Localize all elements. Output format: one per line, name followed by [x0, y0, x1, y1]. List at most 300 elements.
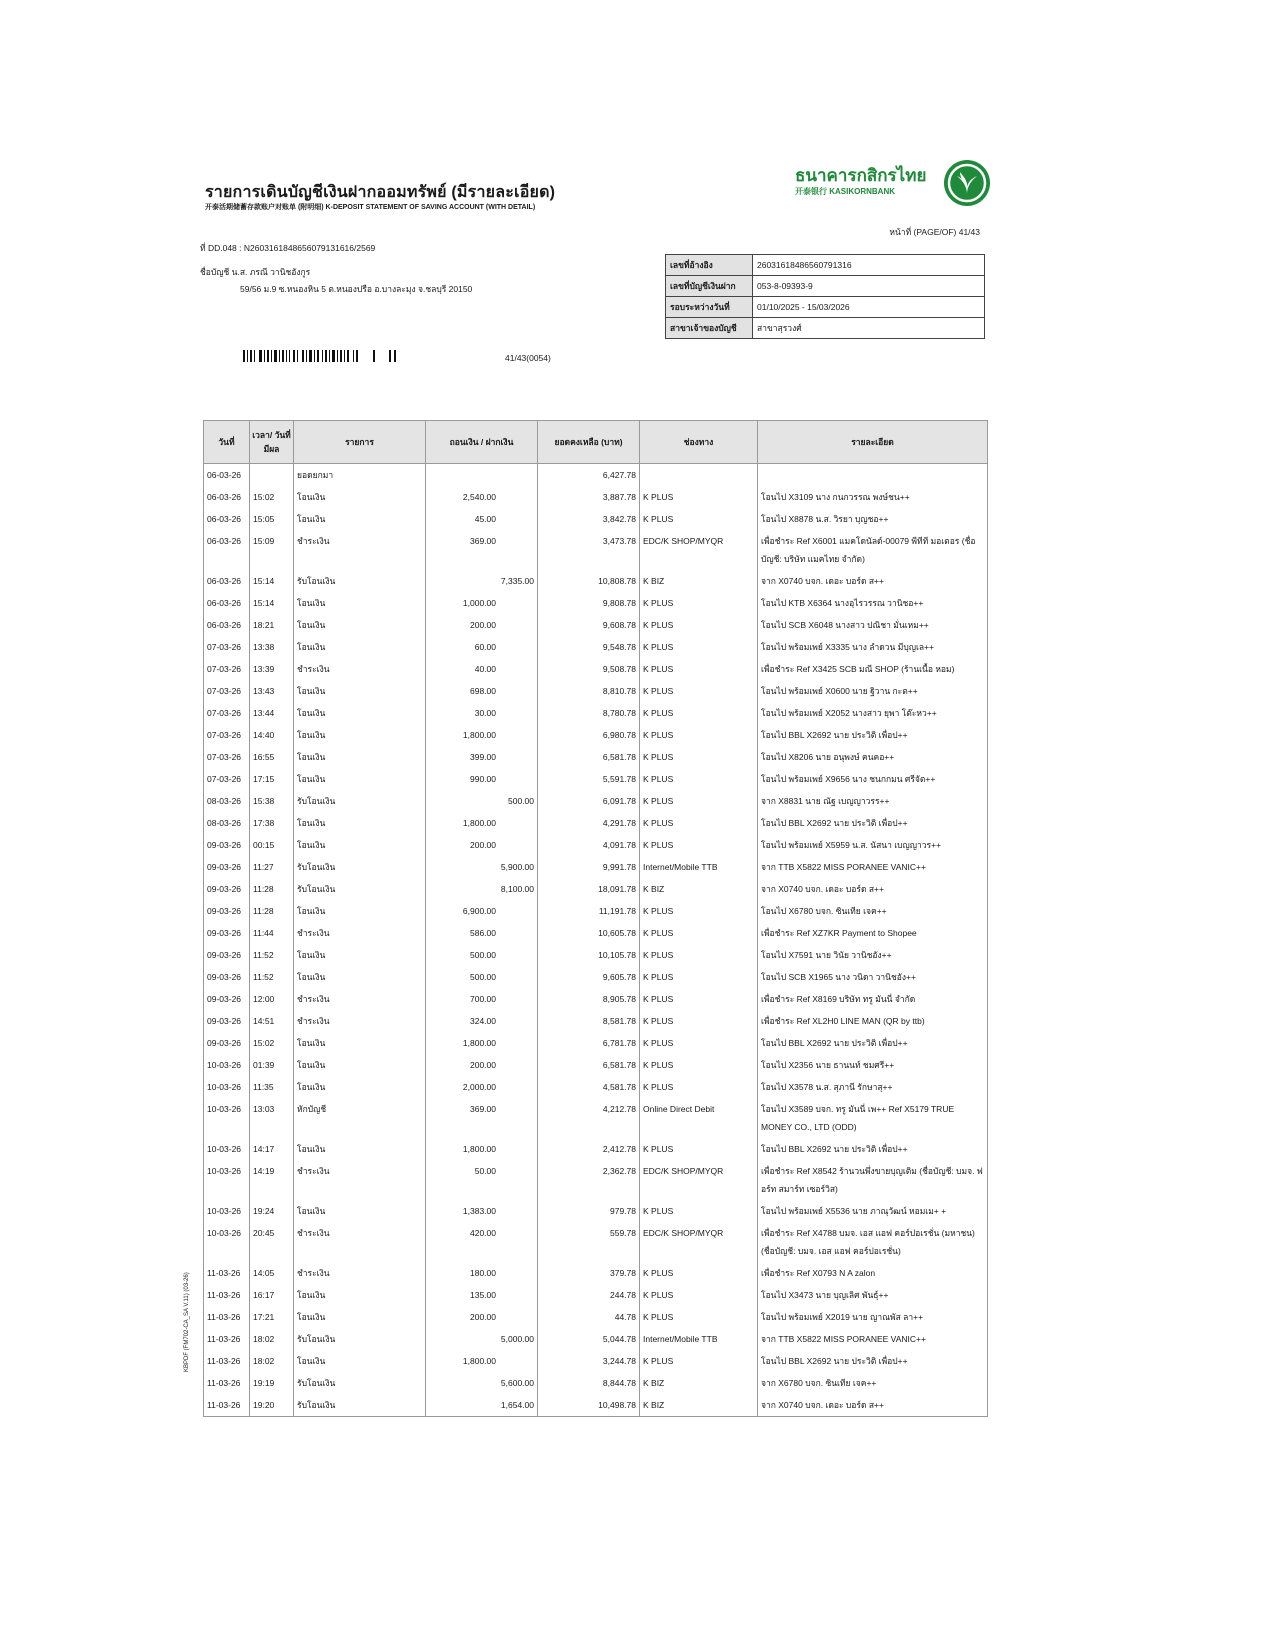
rice-leaf-icon	[944, 160, 990, 206]
cell-time: 01:39	[250, 1054, 294, 1076]
cell-time: 13:43	[250, 680, 294, 702]
cell-detail: จาก TTB X5822 MISS PORANEE VANIC++	[758, 856, 988, 878]
cell-time: 11:27	[250, 856, 294, 878]
cell-amount	[426, 464, 538, 487]
table-row	[204, 878, 988, 900]
cell-detail: โอนไป BBL X2692 นาย ประวิติ เพื่อป++	[758, 1032, 988, 1054]
header-channel: ช่องทาง	[640, 421, 758, 464]
cell-channel: K PLUS	[640, 790, 758, 812]
cell-detail: โอนไป พร้อมเพย์ X2052 นางสาว ยุพา โต๊ะหว++	[758, 702, 988, 724]
cell-item: โอนเงิน	[294, 680, 426, 702]
cell-channel: Internet/Mobile TTB	[640, 1328, 758, 1350]
table-row	[204, 1284, 988, 1306]
table-row	[204, 592, 988, 614]
table-row	[204, 834, 988, 856]
cell-amount	[426, 508, 538, 530]
table-row	[204, 1350, 988, 1372]
cell-detail: โอนไป X3109 นาง กนกวรรณ พงษ์ชน++	[758, 486, 988, 508]
cell-detail	[758, 464, 988, 487]
cell-balance: 5,044.78	[538, 1328, 640, 1350]
cell-balance: 379.78	[538, 1262, 640, 1284]
cell-withdraw: 698.00	[470, 686, 496, 696]
cell-detail: จาก X0740 บจก. เดอะ บอร์ด ส++	[758, 570, 988, 592]
cell-detail: โอนไป X3589 บจก. ทรู มันนี่ เพ++ Ref X5179 TRUE MONEY CO., LTD (ODD)	[758, 1098, 988, 1138]
cell-item: ชำระเงิน	[294, 1010, 426, 1032]
cell-date: 10-03-26	[204, 1200, 250, 1222]
table-row	[204, 486, 988, 508]
cell-balance: 44.78	[538, 1306, 640, 1328]
cell-balance: 3,244.78	[538, 1350, 640, 1372]
cell-amount	[426, 900, 538, 922]
cell-date: 09-03-26	[204, 1032, 250, 1054]
cell-balance: 9,508.78	[538, 658, 640, 680]
cell-amount	[426, 856, 538, 878]
cell-withdraw: 2,000.00	[462, 1082, 496, 1092]
cell-detail: โอนไป X3578 น.ส. สุภานี รักษาสุ++	[758, 1076, 988, 1098]
kasikorn-logo	[795, 160, 990, 208]
cell-amount	[426, 702, 538, 724]
cell-withdraw: 399.00	[470, 752, 496, 762]
cell-amount	[426, 790, 538, 812]
cell-withdraw: 500.00	[470, 950, 496, 960]
cell-item: โอนเงิน	[294, 508, 426, 530]
cell-withdraw: 324.00	[470, 1016, 496, 1026]
cell-balance: 559.78	[538, 1222, 640, 1262]
cell-detail: โอนไป BBL X2692 นาย ประวิติ เพื่อป++	[758, 812, 988, 834]
cell-time: 15:02	[250, 486, 294, 508]
table-row	[204, 658, 988, 680]
cell-channel: EDC/K SHOP/MYQR	[640, 1160, 758, 1200]
cell-detail: เพื่อชำระ Ref X8542 ร้านวนพึ่งขายบุญเติม (ชื่อบัญชี: บมจ. ฟอร์ท สมาร์ท เซอร์วิส)	[758, 1160, 988, 1200]
cell-date: 10-03-26	[204, 1076, 250, 1098]
cell-channel: K PLUS	[640, 834, 758, 856]
cell-time: 13:44	[250, 702, 294, 724]
cell-amount	[426, 592, 538, 614]
cell-withdraw: 60.00	[474, 642, 496, 652]
cell-item: ชำระเงิน	[294, 1160, 426, 1200]
cell-balance: 10,605.78	[538, 922, 640, 944]
cell-balance: 3,842.78	[538, 508, 640, 530]
cell-detail: โอนไป X6780 บจก. ซินเทีย เจค++	[758, 900, 988, 922]
cell-amount	[426, 922, 538, 944]
cell-balance: 11,191.78	[538, 900, 640, 922]
cell-balance: 8,780.78	[538, 702, 640, 724]
cell-withdraw: 45.00	[474, 514, 496, 524]
cell-amount	[426, 834, 538, 856]
cell-balance: 9,548.78	[538, 636, 640, 658]
cell-item: รับโอนเงิน	[294, 1372, 426, 1394]
cell-time: 18:02	[250, 1328, 294, 1350]
cell-amount	[426, 1284, 538, 1306]
cell-item: โอนเงิน	[294, 1284, 426, 1306]
cell-amount	[426, 614, 538, 636]
info-row	[666, 318, 985, 339]
cell-channel: K BIZ	[640, 1372, 758, 1394]
cell-time: 15:09	[250, 530, 294, 570]
cell-date: 06-03-26	[204, 570, 250, 592]
cell-balance: 6,427.78	[538, 464, 640, 487]
cell-amount	[426, 1350, 538, 1372]
cell-detail: จาก TTB X5822 MISS PORANEE VANIC++	[758, 1328, 988, 1350]
cell-balance: 6,581.78	[538, 746, 640, 768]
cell-balance: 4,091.78	[538, 834, 640, 856]
cell-channel: K PLUS	[640, 988, 758, 1010]
cell-date: 11-03-26	[204, 1350, 250, 1372]
cell-time: 16:55	[250, 746, 294, 768]
cell-detail: โอนไป BBL X2692 นาย ประวิติ เพื่อป++	[758, 1350, 988, 1372]
cell-channel: K PLUS	[640, 768, 758, 790]
cell-item: โอนเงิน	[294, 812, 426, 834]
cell-time: 11:28	[250, 878, 294, 900]
cell-item: โอนเงิน	[294, 1200, 426, 1222]
cell-date: 06-03-26	[204, 592, 250, 614]
cell-date: 11-03-26	[204, 1328, 250, 1350]
cell-detail: เพื่อชำระ Ref X6001 แมคโดนัลด์-00079 พีทีที มอเตอร (ชื่อบัญชี: บริษัท แมคไทย จำกัด)	[758, 530, 988, 570]
cell-detail: เพื่อชำระ Ref X4788 บมจ. เอส แอฟ คอร์ปอเรชั่น (มหาชน) (ชื่อบัญชี: บมจ. เอส แอฟ คอร์ปอเรชั่น)	[758, 1222, 988, 1262]
reference-number: ที่ DD.048 : N2603161848656079131616/2569	[200, 243, 376, 253]
cell-deposit: 5,600.00	[500, 1378, 534, 1388]
cell-amount	[426, 1200, 538, 1222]
cell-time: 11:35	[250, 1076, 294, 1098]
cell-withdraw: 1,800.00	[462, 730, 496, 740]
cell-date: 10-03-26	[204, 1098, 250, 1138]
cell-item: ยอดยกมา	[294, 464, 426, 487]
table-row	[204, 1138, 988, 1160]
cell-time: 13:03	[250, 1098, 294, 1138]
cell-amount	[426, 1328, 538, 1350]
cell-item: โอนเงิน	[294, 486, 426, 508]
table-row	[204, 1262, 988, 1284]
cell-channel: K PLUS	[640, 1306, 758, 1328]
header-time: เวลา/ วันที่มีผล	[250, 421, 294, 464]
cell-item: ชำระเงิน	[294, 1222, 426, 1262]
cell-amount	[426, 486, 538, 508]
account-address: 59/56 ม.9 ซ.หนองหิน 5 ต.หนองปรือ อ.บางละมุง จ.ชลบุรี 20150	[240, 284, 473, 294]
cell-amount	[426, 1372, 538, 1394]
cell-balance: 979.78	[538, 1200, 640, 1222]
cell-channel: K PLUS	[640, 680, 758, 702]
header-amount: ถอนเงิน / ฝากเงิน	[426, 421, 538, 464]
cell-withdraw: 6,900.00	[462, 906, 496, 916]
cell-item: รับโอนเงิน	[294, 1394, 426, 1417]
cell-amount	[426, 1306, 538, 1328]
cell-time: 17:38	[250, 812, 294, 834]
cell-time: 20:45	[250, 1222, 294, 1262]
cell-withdraw: 1,000.00	[462, 598, 496, 608]
cell-detail: โอนไป พร้อมเพย์ X5536 นาย ภาณุวัฒน์ หอมเม+ +	[758, 1200, 988, 1222]
cell-withdraw: 135.00	[470, 1290, 496, 1300]
cell-channel: K PLUS	[640, 702, 758, 724]
cell-withdraw: 1,800.00	[462, 1038, 496, 1048]
cell-withdraw: 1,800.00	[462, 1144, 496, 1154]
cell-channel: K PLUS	[640, 1054, 758, 1076]
cell-date: 07-03-26	[204, 658, 250, 680]
cell-item: โอนเงิน	[294, 900, 426, 922]
cell-item: โอนเงิน	[294, 724, 426, 746]
info-value: 053-8-09393-9	[753, 276, 985, 297]
cell-channel: K BIZ	[640, 878, 758, 900]
table-row	[204, 856, 988, 878]
cell-date: 08-03-26	[204, 812, 250, 834]
cell-date: 11-03-26	[204, 1284, 250, 1306]
table-row	[204, 570, 988, 592]
cell-item: ชำระเงิน	[294, 988, 426, 1010]
cell-amount	[426, 944, 538, 966]
cell-deposit: 1,654.00	[500, 1400, 534, 1410]
cell-item: ชำระเงิน	[294, 1262, 426, 1284]
cell-amount	[426, 1076, 538, 1098]
cell-item: รับโอนเงิน	[294, 790, 426, 812]
cell-date: 07-03-26	[204, 636, 250, 658]
cell-withdraw: 369.00	[470, 536, 496, 546]
info-row	[666, 297, 985, 318]
cell-amount	[426, 812, 538, 834]
cell-channel: K PLUS	[640, 1200, 758, 1222]
cell-date: 06-03-26	[204, 508, 250, 530]
sequence-number: 41/43(0054)	[505, 353, 551, 363]
cell-item: โอนเงิน	[294, 592, 426, 614]
info-value: 26031618486560791316	[753, 255, 985, 276]
cell-time: 14:19	[250, 1160, 294, 1200]
cell-date: 11-03-26	[204, 1394, 250, 1417]
cell-item: โอนเงิน	[294, 1306, 426, 1328]
cell-time: 00:15	[250, 834, 294, 856]
cell-balance: 5,591.78	[538, 768, 640, 790]
cell-date: 06-03-26	[204, 614, 250, 636]
info-row	[666, 255, 985, 276]
table-row	[204, 768, 988, 790]
cell-withdraw: 40.00	[474, 664, 496, 674]
cell-balance: 9,808.78	[538, 592, 640, 614]
cell-date: 07-03-26	[204, 680, 250, 702]
cell-date: 09-03-26	[204, 966, 250, 988]
cell-channel: K PLUS	[640, 1350, 758, 1372]
table-row	[204, 900, 988, 922]
table-row	[204, 1010, 988, 1032]
table-row	[204, 1076, 988, 1098]
cell-time: 16:17	[250, 1284, 294, 1306]
cell-item: โอนเงิน	[294, 614, 426, 636]
cell-channel: K PLUS	[640, 944, 758, 966]
cell-time: 14:51	[250, 1010, 294, 1032]
cell-amount	[426, 1054, 538, 1076]
cell-date: 09-03-26	[204, 878, 250, 900]
table-row	[204, 1098, 988, 1138]
cell-date: 09-03-26	[204, 1010, 250, 1032]
cell-item: ชำระเงิน	[294, 658, 426, 680]
barcode	[243, 350, 401, 362]
cell-item: ชำระเงิน	[294, 530, 426, 570]
table-row	[204, 680, 988, 702]
cell-item: โอนเงิน	[294, 1076, 426, 1098]
cell-detail: โอนไป BBL X2692 นาย ประวิติ เพื่อป++	[758, 724, 988, 746]
cell-item: โอนเงิน	[294, 636, 426, 658]
cell-detail: โอนไป พร้อมเพย์ X0600 นาย ฐิวาน กะต++	[758, 680, 988, 702]
cell-amount	[426, 1138, 538, 1160]
cell-date: 09-03-26	[204, 944, 250, 966]
cell-item: โอนเงิน	[294, 966, 426, 988]
cell-detail: จาก X0740 บจก. เดอะ บอร์ด ส++	[758, 878, 988, 900]
cell-item: รับโอนเงิน	[294, 570, 426, 592]
cell-date: 11-03-26	[204, 1306, 250, 1328]
cell-channel: K PLUS	[640, 922, 758, 944]
cell-balance: 3,887.78	[538, 486, 640, 508]
cell-channel: K PLUS	[640, 1284, 758, 1306]
info-row	[666, 276, 985, 297]
table-row	[204, 922, 988, 944]
table-row	[204, 1200, 988, 1222]
cell-channel: K PLUS	[640, 966, 758, 988]
info-label: รอบระหว่างวันที่	[666, 297, 753, 318]
cell-time: 14:17	[250, 1138, 294, 1160]
info-label: เลขที่บัญชีเงินฝาก	[666, 276, 753, 297]
table-row	[204, 1306, 988, 1328]
cell-date: 07-03-26	[204, 724, 250, 746]
cell-detail: เพื่อชำระ Ref XL2H0 LINE MAN (QR by ttb)	[758, 1010, 988, 1032]
cell-time: 13:38	[250, 636, 294, 658]
cell-withdraw: 30.00	[474, 708, 496, 718]
statement-title: รายการเดินบัญชีเงินฝากออมทรัพย์ (มีรายละเอียด)	[205, 184, 556, 201]
cell-withdraw: 586.00	[470, 928, 496, 938]
cell-channel: EDC/K SHOP/MYQR	[640, 530, 758, 570]
cell-item: โอนเงิน	[294, 1054, 426, 1076]
cell-date: 10-03-26	[204, 1222, 250, 1262]
cell-date: 06-03-26	[204, 530, 250, 570]
cell-time: 17:15	[250, 768, 294, 790]
cell-time: 19:20	[250, 1394, 294, 1417]
cell-channel: K PLUS	[640, 812, 758, 834]
cell-date: 11-03-26	[204, 1372, 250, 1394]
cell-detail: จาก X0740 บจก. เดอะ บอร์ด ส++	[758, 1394, 988, 1417]
cell-date: 11-03-26	[204, 1262, 250, 1284]
cell-detail: โอนไป SCB X6048 นางสาว ปณิชา มั่นเหม++	[758, 614, 988, 636]
cell-time: 18:02	[250, 1350, 294, 1372]
cell-time: 19:24	[250, 1200, 294, 1222]
cell-amount	[426, 1160, 538, 1200]
cell-detail: โอนไป พร้อมเพย์ X9656 นาง ชนกกมน ศรีจัต++	[758, 768, 988, 790]
cell-channel: K PLUS	[640, 1032, 758, 1054]
cell-balance: 3,473.78	[538, 530, 640, 570]
cell-balance: 8,810.78	[538, 680, 640, 702]
info-label: สาขาเจ้าของบัญชี	[666, 318, 753, 339]
cell-withdraw: 500.00	[470, 972, 496, 982]
cell-channel: K PLUS	[640, 724, 758, 746]
cell-deposit: 5,900.00	[500, 862, 534, 872]
cell-date: 07-03-26	[204, 746, 250, 768]
header-detail: รายละเอียด	[758, 421, 988, 464]
cell-balance: 9,605.78	[538, 966, 640, 988]
cell-withdraw: 1,800.00	[462, 1356, 496, 1366]
cell-item: โอนเงิน	[294, 1138, 426, 1160]
table-row	[204, 944, 988, 966]
table-row	[204, 508, 988, 530]
cell-amount	[426, 570, 538, 592]
cell-date: 09-03-26	[204, 834, 250, 856]
cell-channel: K PLUS	[640, 614, 758, 636]
cell-time: 11:44	[250, 922, 294, 944]
cell-withdraw: 700.00	[470, 994, 496, 1004]
cell-detail: โอนไป X2356 นาย ธานนท์ ชมศรี++	[758, 1054, 988, 1076]
cell-detail: โอนไป X8878 น.ส. วิรยา บุญชอ++	[758, 508, 988, 530]
cell-item: รับโอนเงิน	[294, 878, 426, 900]
info-value: 01/10/2025 - 15/03/2026	[753, 297, 985, 318]
cell-time: 15:38	[250, 790, 294, 812]
cell-item: โอนเงิน	[294, 834, 426, 856]
cell-time: 13:39	[250, 658, 294, 680]
cell-time: 18:21	[250, 614, 294, 636]
cell-withdraw: 180.00	[470, 1268, 496, 1278]
cell-balance: 6,980.78	[538, 724, 640, 746]
cell-balance: 244.78	[538, 1284, 640, 1306]
table-row	[204, 1328, 988, 1350]
cell-date: 07-03-26	[204, 702, 250, 724]
cell-amount	[426, 988, 538, 1010]
cell-time: 15:05	[250, 508, 294, 530]
cell-item: โอนเงิน	[294, 1350, 426, 1372]
cell-withdraw: 200.00	[470, 840, 496, 850]
cell-balance: 6,581.78	[538, 1054, 640, 1076]
cell-withdraw: 420.00	[470, 1228, 496, 1238]
cell-date: 07-03-26	[204, 768, 250, 790]
table-row	[204, 464, 988, 487]
cell-item: โอนเงิน	[294, 944, 426, 966]
cell-channel: K PLUS	[640, 900, 758, 922]
cell-channel: Internet/Mobile TTB	[640, 856, 758, 878]
cell-detail: โอนไป BBL X2692 นาย ประวิติ เพื่อป++	[758, 1138, 988, 1160]
cell-item: โอนเงิน	[294, 768, 426, 790]
header-item: รายการ	[294, 421, 426, 464]
account-info-table	[665, 254, 985, 339]
cell-item: ชำระเงิน	[294, 922, 426, 944]
cell-deposit: 5,000.00	[500, 1334, 534, 1344]
cell-detail: โอนไป พร้อมเพย์ X5959 น.ส. นัสนา เบญญาวร++	[758, 834, 988, 856]
table-row	[204, 614, 988, 636]
cell-detail: จาก X8831 นาย ณัฐ เบญญาวรร++	[758, 790, 988, 812]
cell-balance: 8,581.78	[538, 1010, 640, 1032]
cell-time: 11:28	[250, 900, 294, 922]
cell-withdraw: 2,540.00	[462, 492, 496, 502]
cell-balance: 8,905.78	[538, 988, 640, 1010]
cell-item: โอนเงิน	[294, 702, 426, 724]
cell-detail: เพื่อชำระ Ref X0793 N A zalon	[758, 1262, 988, 1284]
cell-channel: K PLUS	[640, 1076, 758, 1098]
cell-item: โอนเงิน	[294, 746, 426, 768]
cell-deposit: 7,335.00	[500, 576, 534, 586]
table-row	[204, 1054, 988, 1076]
cell-balance: 9,991.78	[538, 856, 640, 878]
cell-balance: 2,412.78	[538, 1138, 640, 1160]
cell-item: รับโอนเงิน	[294, 1328, 426, 1350]
cell-balance: 4,212.78	[538, 1098, 640, 1138]
cell-withdraw: 1,800.00	[462, 818, 496, 828]
cell-channel: K PLUS	[640, 636, 758, 658]
cell-channel: K PLUS	[640, 658, 758, 680]
table-row	[204, 530, 988, 570]
cell-withdraw: 200.00	[470, 1060, 496, 1070]
cell-amount	[426, 768, 538, 790]
cell-amount	[426, 636, 538, 658]
cell-withdraw: 1,383.00	[462, 1206, 496, 1216]
cell-withdraw: 369.00	[470, 1104, 496, 1114]
cell-deposit: 8,100.00	[500, 884, 534, 894]
cell-time: 11:52	[250, 944, 294, 966]
cell-balance: 8,844.78	[538, 1372, 640, 1394]
cell-channel: EDC/K SHOP/MYQR	[640, 1222, 758, 1262]
cell-amount	[426, 966, 538, 988]
table-row	[204, 988, 988, 1010]
cell-balance: 10,498.78	[538, 1394, 640, 1417]
cell-date: 10-03-26	[204, 1054, 250, 1076]
